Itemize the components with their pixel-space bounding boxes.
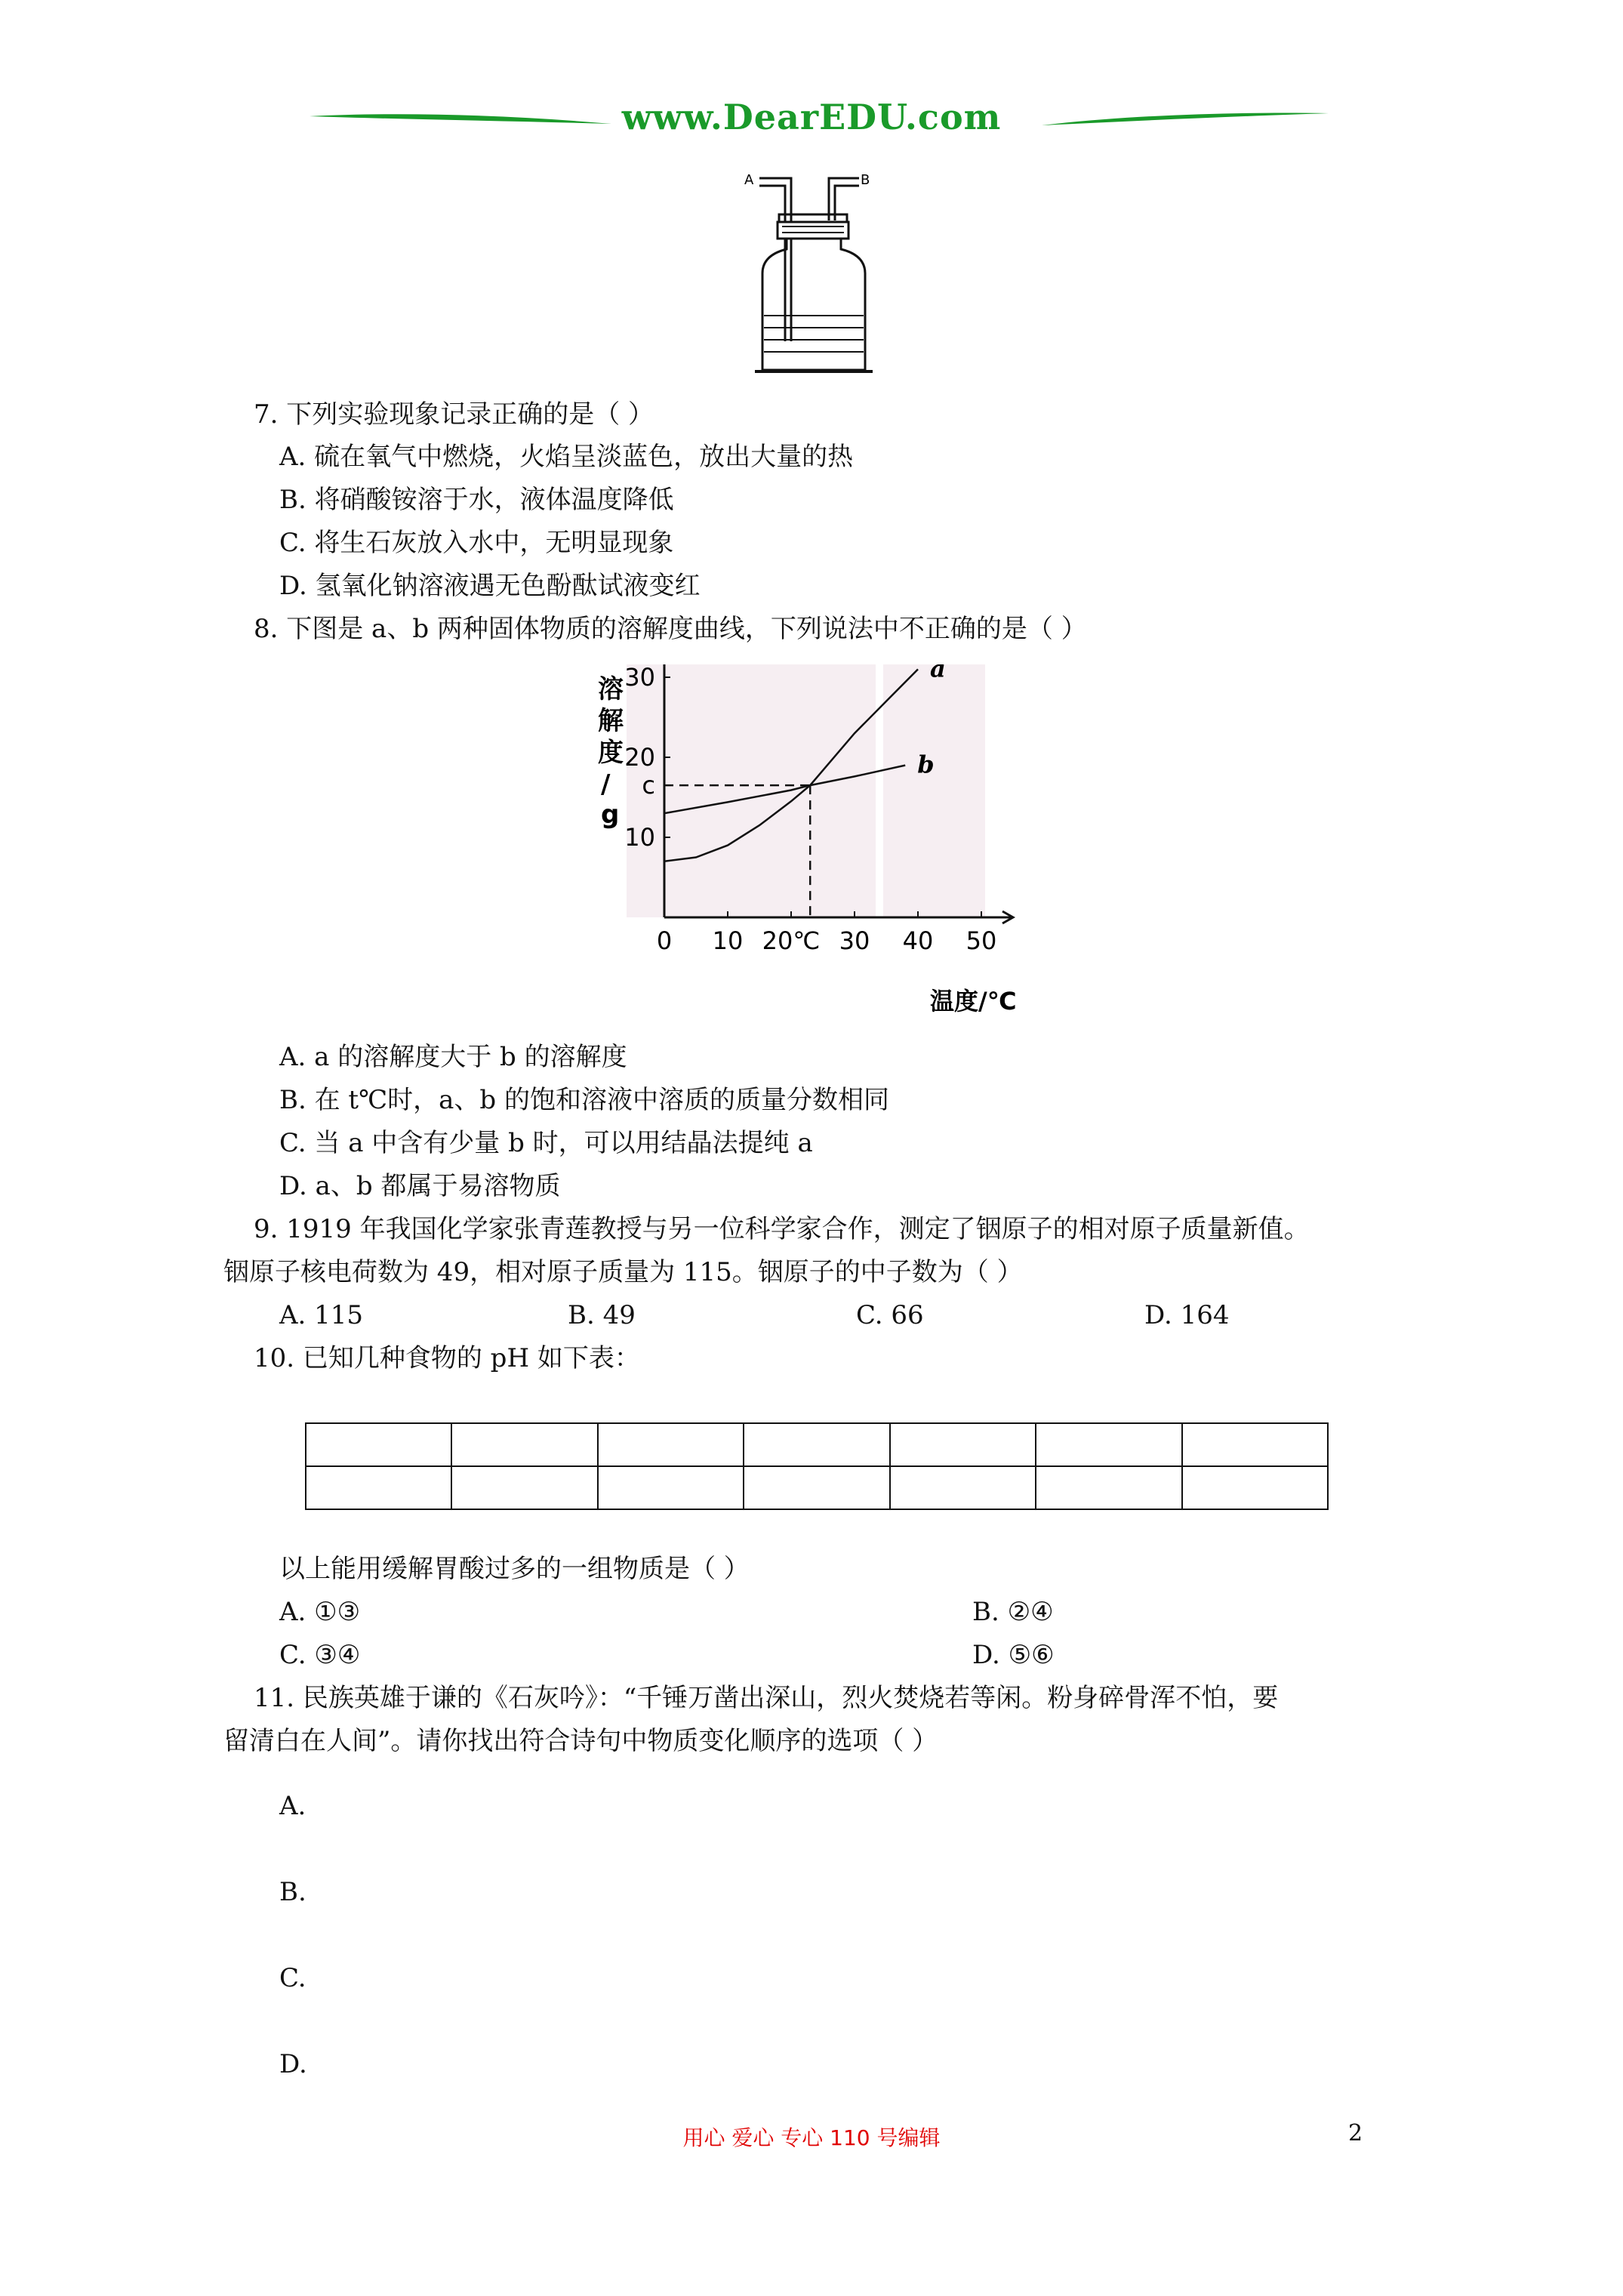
chart-ylabel-1: 溶 (598, 674, 624, 704)
question-7-option-a: A. 硫在氧气中燃烧，火焰呈淡蓝色，放出大量的热 (279, 442, 854, 472)
question-7-stem: 7. 下列实验现象记录正确的是（ ） (254, 399, 654, 430)
table-cell (598, 1423, 744, 1466)
question-9-option-d: D. 164 (1144, 1300, 1230, 1330)
footer-text: 用心 爱心 专心 110 号编辑 (682, 2125, 941, 2150)
x-tick-label: 20℃ (762, 926, 821, 955)
question-9-option-a: A. 115 (279, 1300, 364, 1330)
table-cell (1182, 1423, 1328, 1466)
question-10-option-d: D. ⑤⑥ (972, 1640, 1055, 1670)
table-cell (890, 1466, 1036, 1509)
question-9-stem-line2: 铟原子核电荷数为 49，相对原子质量为 115。铟原子的中子数为（ ） (223, 1257, 1023, 1287)
question-7-option-d: D. 氢氧化钠溶液遇无色酚酞试液变红 (279, 571, 701, 601)
table-cell (744, 1423, 889, 1466)
table-cell (1036, 1423, 1181, 1466)
table-cell (1036, 1466, 1181, 1509)
table-cell (306, 1466, 451, 1509)
question-8-option-a: A. a 的溶解度大于 b 的溶解度 (279, 1042, 627, 1072)
chart-ylabel-3: 度 (598, 738, 624, 768)
question-11-option-a: A. (279, 1791, 306, 1821)
question-11-option-c: C. (279, 1963, 306, 1993)
question-8-option-b: B. 在 t℃时，a、b 的饱和溶液中溶质的质量分数相同 (279, 1085, 889, 1115)
question-9-option-b: B. 49 (568, 1300, 636, 1330)
site-logo: www.DearEDU.com (621, 97, 1002, 137)
table-row (306, 1466, 1328, 1509)
question-10-option-b: B. ②④ (972, 1597, 1054, 1627)
y-tick-label: 20 (624, 743, 655, 772)
table-row (306, 1423, 1328, 1466)
question-10-option-c: C. ③④ (279, 1640, 361, 1670)
bottle-label-b: B (861, 172, 870, 188)
question-10-question: 以上能用缓解胃酸过多的一组物质是（ ） (279, 1554, 750, 1584)
question-8-stem: 8. 下图是 a、b 两种固体物质的溶解度曲线，下列说法中不正确的是（ ） (254, 614, 1087, 644)
question-11-option-b: B. (279, 1877, 306, 1907)
y-tick-label: c (642, 771, 655, 800)
y-tick-label: 30 (624, 664, 655, 692)
solubility-chart (581, 664, 1049, 1027)
question-11-option-d: D. (279, 2049, 307, 2079)
question-9-option-c: C. 66 (856, 1300, 924, 1330)
question-11-stem-line2: 留清白在人间”。请你找出符合诗句中物质变化顺序的选项（ ） (223, 1726, 938, 1756)
page-number: 2 (1348, 2120, 1363, 2147)
table-cell (744, 1466, 889, 1509)
x-tick-label: 30 (839, 926, 870, 955)
table-cell (451, 1423, 597, 1466)
question-8-option-d: D. a、b 都属于易溶物质 (279, 1171, 561, 1201)
table-cell (890, 1423, 1036, 1466)
chart-ylabel-5: g (601, 800, 620, 830)
gas-bottle-figure (740, 168, 891, 378)
chart-xlabel: 温度/℃ (930, 987, 1017, 1015)
chart-ylabel-4: / (601, 769, 611, 800)
table-cell (451, 1466, 597, 1509)
bottle-label-a: A (744, 172, 754, 188)
question-10-option-a: A. ①③ (279, 1597, 361, 1627)
question-10-stem: 10. 已知几种食物的 pH 如下表： (254, 1343, 640, 1373)
question-8-option-c: C. 当 a 中含有少量 b 时，可以用结晶法提纯 a (279, 1128, 813, 1158)
table-cell (306, 1423, 451, 1466)
question-9-stem-line1: 9. 1919 年我国化学家张青莲教授与另一位科学家合作，测定了铟原子的相对原子质量新值。 (254, 1214, 1310, 1244)
question-7-option-b: B. 将硝酸铵溶于水，液体温度降低 (279, 485, 674, 515)
x-tick-label: 40 (902, 926, 934, 955)
series-label-a: a (930, 664, 946, 683)
question-11-stem-line1: 11. 民族英雄于谦的《石灰吟》：“千锤万凿出深山，烈火焚烧若等闲。粉身碎骨浑不怕，要 (254, 1683, 1279, 1713)
table-cell (1182, 1466, 1328, 1509)
y-tick-label: 10 (624, 823, 655, 852)
table-cell (598, 1466, 744, 1509)
chart-ylabel-2: 解 (598, 706, 624, 736)
x-tick-label: 10 (712, 926, 744, 955)
x-tick-label: 50 (965, 926, 997, 955)
question-7-option-c: C. 将生石灰放入水中，无明显现象 (279, 528, 674, 558)
x-tick-label: 0 (656, 926, 673, 955)
ph-table (305, 1422, 1329, 1510)
series-label-b: b (917, 750, 935, 779)
